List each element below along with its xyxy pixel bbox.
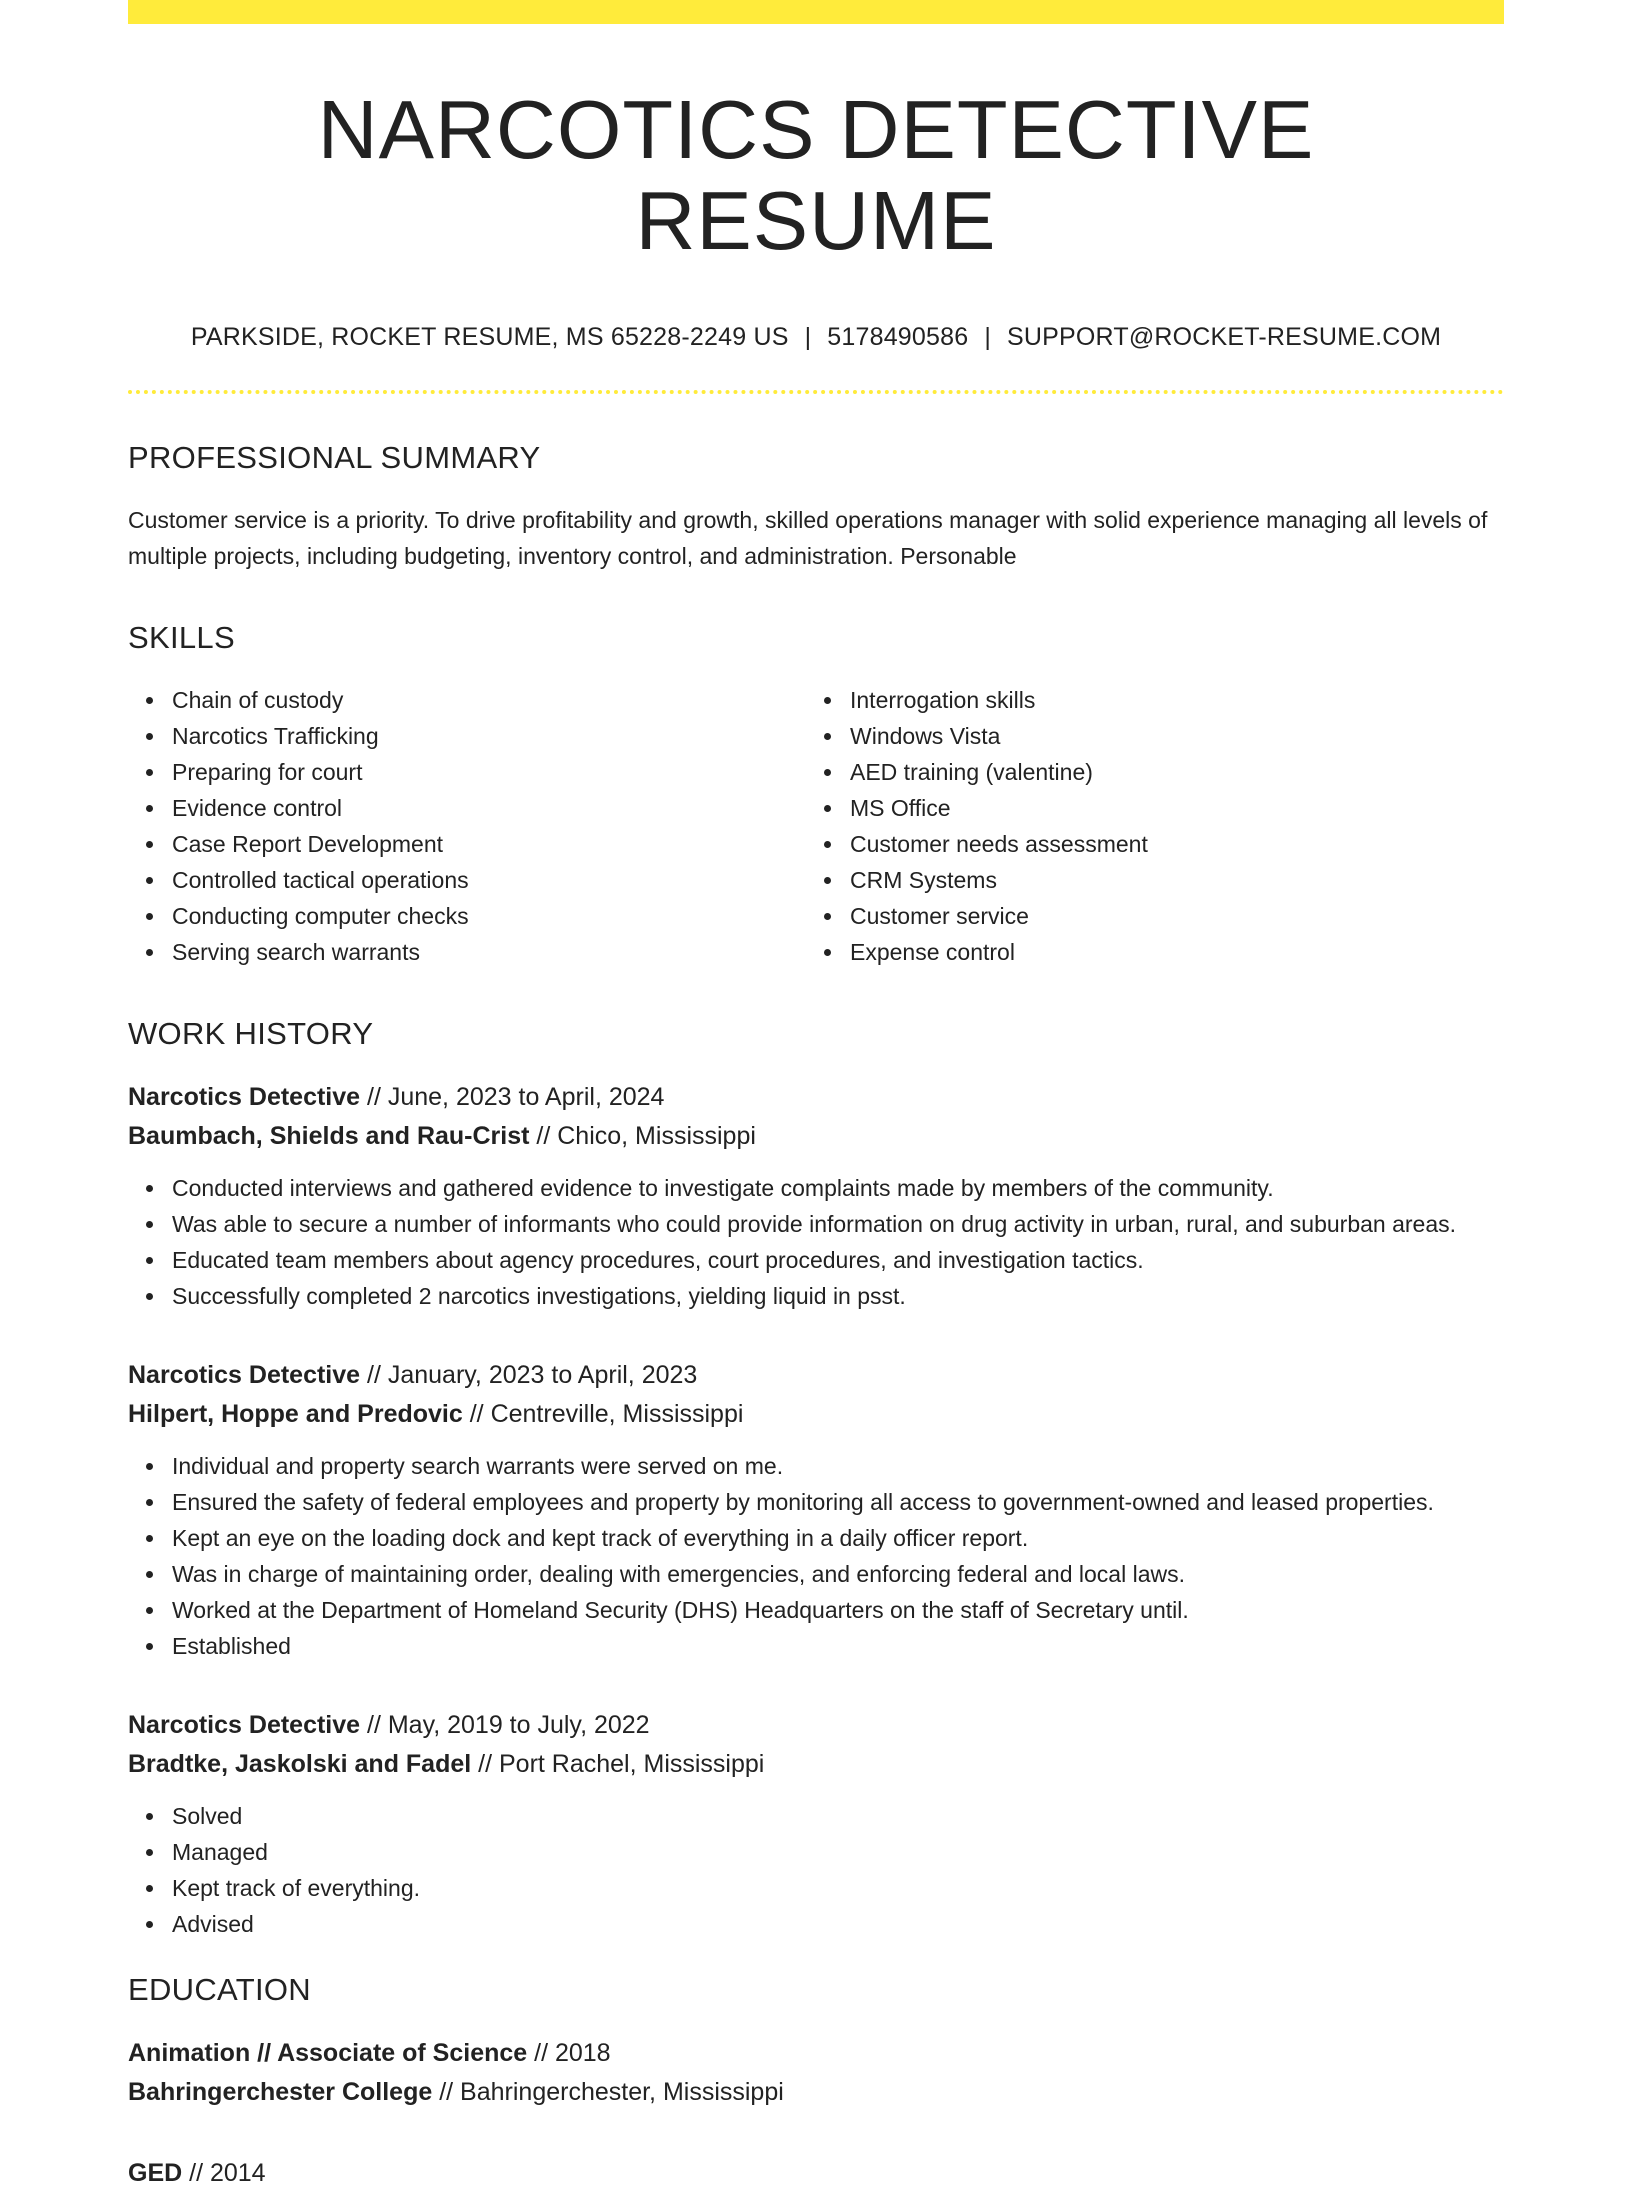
skill-item: Customer needs assessment xyxy=(806,826,1484,862)
job-org-line xyxy=(128,1745,1504,1784)
contact-address: PARKSIDE, ROCKET RESUME, MS 65228-2249 US xyxy=(190,322,789,351)
job-title-line xyxy=(128,1706,1504,1745)
education-degree-line xyxy=(128,2034,1504,2073)
job-title-line xyxy=(128,1356,1504,1395)
skill-item: Interrogation skills xyxy=(806,682,1484,718)
education-degree: Animation // Associate of Science xyxy=(128,2038,528,2067)
education-entry xyxy=(128,2154,1504,2193)
skills-list-right xyxy=(806,682,1484,970)
skill-item: Chain of custody xyxy=(128,682,806,718)
job-duties xyxy=(128,1170,1504,1314)
skill-item: Serving search warrants xyxy=(128,934,806,970)
education-year: // 2014 xyxy=(182,2158,266,2187)
skills-list-left xyxy=(128,682,806,970)
job-dates: // January, 2023 to April, 2023 xyxy=(360,1360,698,1389)
education-school: Bahringerchester College xyxy=(128,2077,433,2106)
education-degree-line xyxy=(128,2154,1504,2193)
skill-item: Evidence control xyxy=(128,790,806,826)
skill-item: Narcotics Trafficking xyxy=(128,718,806,754)
skills-columns xyxy=(128,682,1504,970)
skill-item: Windows Vista xyxy=(806,718,1484,754)
education-entry xyxy=(128,2034,1504,2112)
job-duty: Advised xyxy=(128,1906,1504,1942)
dotted-divider xyxy=(128,390,1504,394)
job-duty: Kept track of everything. xyxy=(128,1870,1504,1906)
job-duty: Solved xyxy=(128,1798,1504,1834)
contact-separator: | xyxy=(804,322,812,351)
job-company: Hilpert, Hoppe and Predovic xyxy=(128,1399,463,1428)
job-org-line xyxy=(128,1117,1504,1156)
job-title: Narcotics Detective xyxy=(128,1710,361,1739)
skills-heading: SKILLS xyxy=(128,619,235,655)
job-duty: Successfully completed 2 narcotics investigations, yielding liquid in psst. xyxy=(128,1278,1504,1314)
job-title-line xyxy=(128,1078,1504,1117)
job-duty: Was able to secure a number of informants who could provide information on drug activity in urban, rural, and suburban areas. xyxy=(128,1206,1504,1242)
job-duty: Was in charge of maintaining order, dealing with emergencies, and enforcing federal and local laws. xyxy=(128,1556,1504,1592)
skill-item: Controlled tactical operations xyxy=(128,862,806,898)
work-history-heading: WORK HISTORY xyxy=(128,1015,374,1051)
job-duty: Established xyxy=(128,1628,1504,1664)
skill-item: MS Office xyxy=(806,790,1484,826)
job-duty: Managed xyxy=(128,1834,1504,1870)
summary-text: Customer service is a priority. To drive profitability and growth, skilled operations manager with solid experience managing all levels of multiple projects, including budgeting, inventory control, and administration. Personable xyxy=(128,506,1488,569)
summary-heading: PROFESSIONAL SUMMARY xyxy=(128,439,541,475)
skill-item: AED training (valentine) xyxy=(806,754,1484,790)
job-company: Baumbach, Shields and Rau-Crist xyxy=(128,1121,530,1150)
job-title: Narcotics Detective xyxy=(128,1360,361,1389)
top-accent-bar xyxy=(128,0,1504,24)
job-duty: Kept an eye on the loading dock and kept track of everything in a daily officer report. xyxy=(128,1520,1504,1556)
skill-item: Customer service xyxy=(806,898,1484,934)
job-org-line xyxy=(128,1395,1504,1434)
job-duty: Educated team members about agency procedures, court procedures, and investigation tactics. xyxy=(128,1242,1504,1278)
job-duty: Worked at the Department of Homeland Security (DHS) Headquarters on the staff of Secretary until. xyxy=(128,1592,1504,1628)
job-duty: Conducted interviews and gathered evidence to investigate complaints made by members of the community. xyxy=(128,1170,1504,1206)
resume-title: NARCOTICS DETECTIVE RESUME xyxy=(317,83,1315,268)
education-degree: GED xyxy=(128,2158,183,2187)
job-entry xyxy=(128,1356,1504,1664)
contact-line xyxy=(128,323,1504,352)
skill-item: Case Report Development xyxy=(128,826,806,862)
job-duty: Ensured the safety of federal employees and property by monitoring all access to government-owned and leased properties. xyxy=(128,1484,1504,1520)
education-year: // 2018 xyxy=(527,2038,611,2067)
contact-phone: 5178490586 xyxy=(827,322,969,351)
skill-item: Conducting computer checks xyxy=(128,898,806,934)
education-school-line xyxy=(128,2073,1504,2112)
skill-item: Preparing for court xyxy=(128,754,806,790)
education-location: // Bahringerchester, Mississippi xyxy=(432,2077,784,2106)
job-duty: Individual and property search warrants were served on me. xyxy=(128,1448,1504,1484)
job-duties xyxy=(128,1798,1504,1942)
job-duties xyxy=(128,1448,1504,1664)
job-location: // Port Rachel, Mississippi xyxy=(471,1749,765,1778)
job-company: Bradtke, Jaskolski and Fadel xyxy=(128,1749,472,1778)
skill-item: Expense control xyxy=(806,934,1484,970)
job-entry xyxy=(128,1706,1504,1942)
education-heading: EDUCATION xyxy=(128,1971,311,2007)
job-dates: // May, 2019 to July, 2022 xyxy=(360,1710,650,1739)
contact-email[interactable]: SUPPORT@ROCKET-RESUME.COM xyxy=(1007,322,1442,351)
job-title: Narcotics Detective xyxy=(128,1082,361,1111)
job-location: // Chico, Mississippi xyxy=(529,1121,756,1150)
skill-item: CRM Systems xyxy=(806,862,1484,898)
job-dates: // June, 2023 to April, 2024 xyxy=(360,1082,665,1111)
job-location: // Centreville, Mississippi xyxy=(462,1399,744,1428)
job-entry xyxy=(128,1078,1504,1314)
contact-separator: | xyxy=(984,322,992,351)
